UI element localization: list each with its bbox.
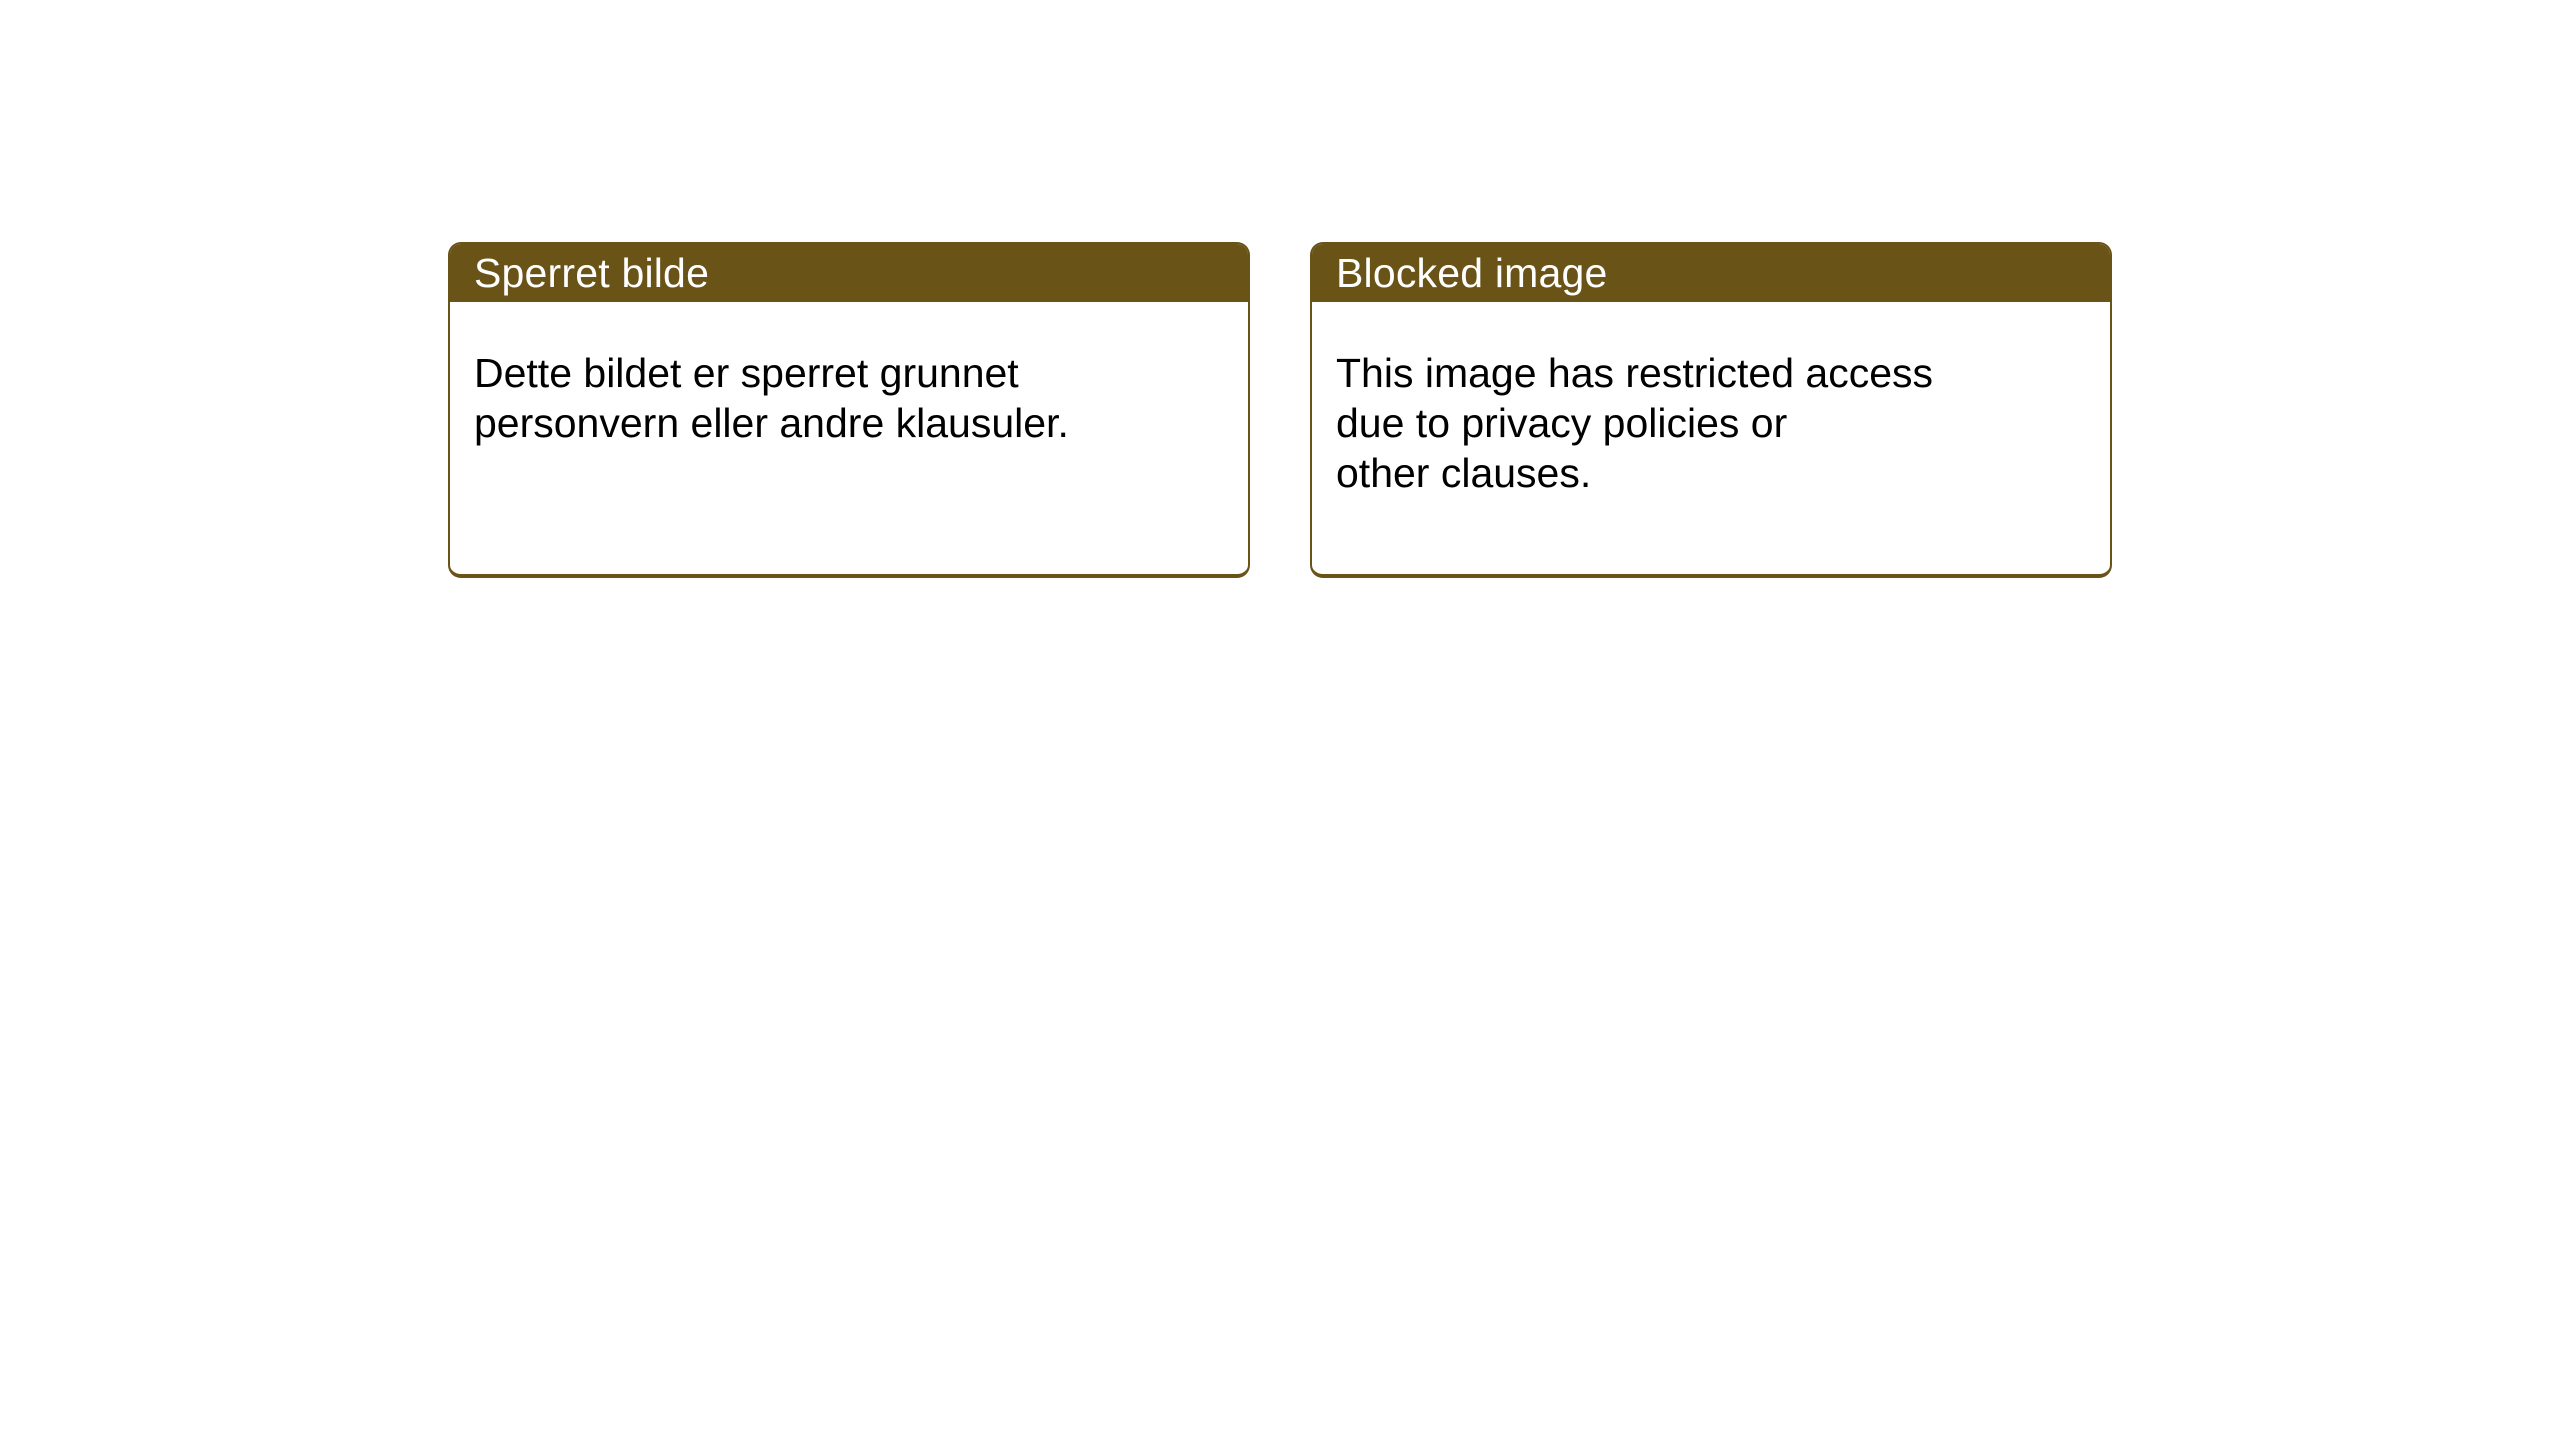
body-text-line: other clauses. [1336, 450, 1592, 496]
body-text-line: Dette bildet er sperret grunnet [474, 350, 1019, 396]
card-body [450, 302, 1248, 448]
blocked-image-card-english [1310, 242, 2112, 578]
card-title: Sperret bilde [474, 250, 710, 296]
body-text-line: due to privacy policies or [1336, 400, 1788, 446]
card-body [1312, 302, 2110, 498]
blocked-image-card-norwegian [448, 242, 1250, 578]
card-header [1312, 244, 2110, 302]
body-text-line: personvern eller andre klausuler. [474, 400, 1069, 446]
card-header [450, 244, 1248, 302]
body-text-line: This image has restricted access [1336, 350, 1934, 396]
card-title: Blocked image [1336, 250, 1608, 296]
